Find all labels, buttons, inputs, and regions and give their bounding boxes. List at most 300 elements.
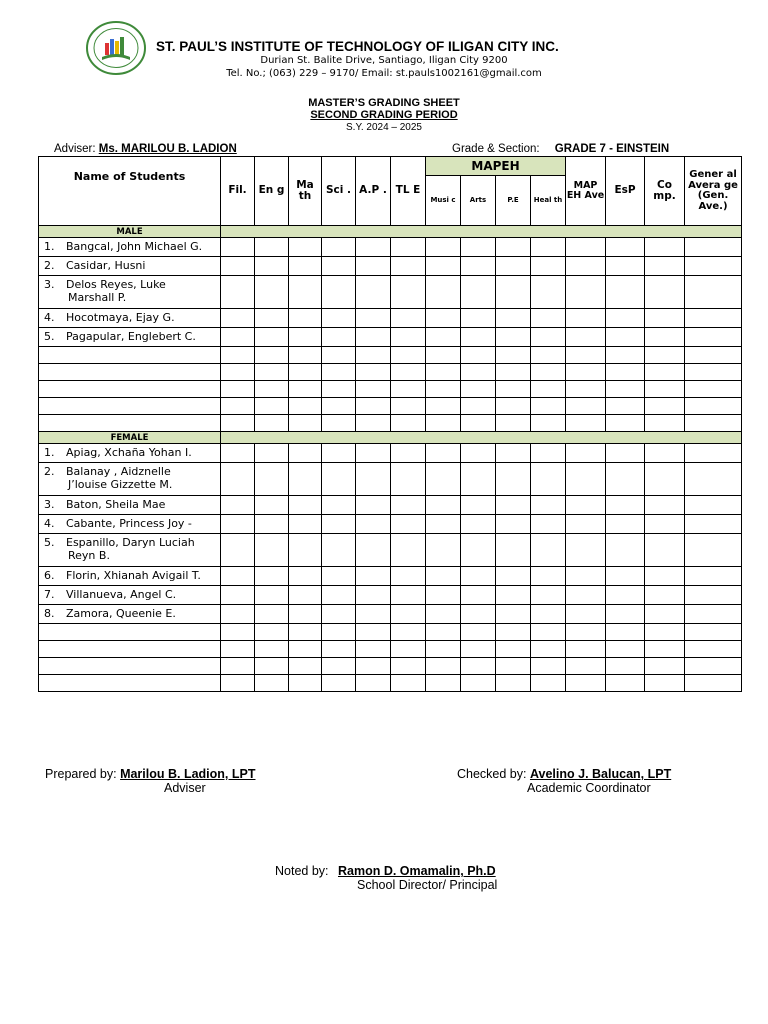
grade-cell[interactable] <box>356 398 391 415</box>
grade-cell[interactable] <box>255 658 289 675</box>
grade-cell[interactable] <box>356 641 391 658</box>
grade-cell[interactable] <box>461 444 496 463</box>
grade-cell[interactable] <box>391 515 426 534</box>
grade-cell[interactable] <box>356 309 391 328</box>
grade-cell[interactable] <box>566 257 606 276</box>
grade-cell[interactable] <box>685 534 742 567</box>
grade-cell[interactable] <box>606 605 645 624</box>
grade-cell[interactable] <box>356 605 391 624</box>
grade-cell[interactable] <box>461 567 496 586</box>
grade-cell[interactable] <box>496 398 531 415</box>
grade-cell[interactable] <box>426 381 461 398</box>
grade-cell[interactable] <box>461 463 496 496</box>
grade-cell[interactable] <box>255 309 289 328</box>
grade-cell[interactable] <box>356 238 391 257</box>
grade-cell[interactable] <box>356 381 391 398</box>
grade-cell[interactable] <box>426 567 461 586</box>
grade-cell[interactable] <box>255 496 289 515</box>
grade-cell[interactable] <box>531 534 566 567</box>
grade-cell[interactable] <box>685 364 742 381</box>
grade-cell[interactable] <box>496 515 531 534</box>
grade-cell[interactable] <box>356 658 391 675</box>
grade-cell[interactable] <box>391 398 426 415</box>
grade-cell[interactable] <box>221 675 255 692</box>
grade-cell[interactable] <box>221 276 255 309</box>
grade-cell[interactable] <box>645 586 685 605</box>
grade-cell[interactable] <box>461 257 496 276</box>
grade-cell[interactable] <box>322 567 356 586</box>
grade-cell[interactable] <box>461 415 496 432</box>
grade-cell[interactable] <box>566 605 606 624</box>
grade-cell[interactable] <box>356 415 391 432</box>
grade-cell[interactable] <box>289 605 322 624</box>
grade-cell[interactable] <box>461 534 496 567</box>
grade-cell[interactable] <box>566 641 606 658</box>
grade-cell[interactable] <box>566 624 606 641</box>
grade-cell[interactable] <box>221 605 255 624</box>
grade-cell[interactable] <box>461 496 496 515</box>
grade-cell[interactable] <box>645 381 685 398</box>
grade-cell[interactable] <box>606 534 645 567</box>
grade-cell[interactable] <box>606 624 645 641</box>
grade-cell[interactable] <box>496 276 531 309</box>
grade-cell[interactable] <box>356 328 391 347</box>
grade-cell[interactable] <box>606 496 645 515</box>
grade-cell[interactable] <box>531 415 566 432</box>
grade-cell[interactable] <box>356 534 391 567</box>
grade-cell[interactable] <box>531 347 566 364</box>
grade-cell[interactable] <box>496 675 531 692</box>
grade-cell[interactable] <box>255 534 289 567</box>
grade-cell[interactable] <box>685 328 742 347</box>
grade-cell[interactable] <box>356 515 391 534</box>
grade-cell[interactable] <box>531 444 566 463</box>
grade-cell[interactable] <box>426 328 461 347</box>
grade-cell[interactable] <box>289 238 322 257</box>
grade-cell[interactable] <box>606 364 645 381</box>
grade-cell[interactable] <box>391 257 426 276</box>
grade-cell[interactable] <box>391 463 426 496</box>
grade-cell[interactable] <box>496 364 531 381</box>
grade-cell[interactable] <box>606 276 645 309</box>
grade-cell[interactable] <box>255 328 289 347</box>
grade-cell[interactable] <box>645 257 685 276</box>
grade-cell[interactable] <box>426 658 461 675</box>
grade-cell[interactable] <box>255 415 289 432</box>
grade-cell[interactable] <box>221 463 255 496</box>
grade-cell[interactable] <box>322 463 356 496</box>
grade-cell[interactable] <box>426 624 461 641</box>
grade-cell[interactable] <box>426 398 461 415</box>
grade-cell[interactable] <box>685 515 742 534</box>
grade-cell[interactable] <box>645 515 685 534</box>
grade-cell[interactable] <box>322 658 356 675</box>
grade-cell[interactable] <box>685 347 742 364</box>
grade-cell[interactable] <box>566 276 606 309</box>
grade-cell[interactable] <box>461 605 496 624</box>
grade-cell[interactable] <box>289 624 322 641</box>
grade-cell[interactable] <box>685 309 742 328</box>
grade-cell[interactable] <box>322 641 356 658</box>
grade-cell[interactable] <box>322 347 356 364</box>
grade-cell[interactable] <box>255 641 289 658</box>
grade-cell[interactable] <box>566 398 606 415</box>
grade-cell[interactable] <box>289 347 322 364</box>
grade-cell[interactable] <box>255 515 289 534</box>
grade-cell[interactable] <box>496 309 531 328</box>
student-name-cell[interactable] <box>39 415 221 432</box>
grade-cell[interactable] <box>221 398 255 415</box>
student-name-cell[interactable] <box>39 347 221 364</box>
grade-cell[interactable] <box>221 567 255 586</box>
grade-cell[interactable] <box>461 328 496 347</box>
grade-cell[interactable] <box>606 658 645 675</box>
grade-cell[interactable] <box>221 658 255 675</box>
grade-cell[interactable] <box>531 398 566 415</box>
grade-cell[interactable] <box>289 463 322 496</box>
grade-cell[interactable] <box>645 675 685 692</box>
grade-cell[interactable] <box>289 658 322 675</box>
grade-cell[interactable] <box>221 641 255 658</box>
grade-cell[interactable] <box>496 328 531 347</box>
grade-cell[interactable] <box>606 463 645 496</box>
grade-cell[interactable] <box>496 605 531 624</box>
grade-cell[interactable] <box>645 624 685 641</box>
grade-cell[interactable] <box>531 381 566 398</box>
grade-cell[interactable] <box>289 515 322 534</box>
grade-cell[interactable] <box>255 364 289 381</box>
grade-cell[interactable] <box>685 463 742 496</box>
grade-cell[interactable] <box>322 415 356 432</box>
grade-cell[interactable] <box>461 641 496 658</box>
grade-cell[interactable] <box>461 624 496 641</box>
grade-cell[interactable] <box>322 364 356 381</box>
grade-cell[interactable] <box>645 534 685 567</box>
grade-cell[interactable] <box>566 238 606 257</box>
grade-cell[interactable] <box>426 641 461 658</box>
grade-cell[interactable] <box>496 463 531 496</box>
grade-cell[interactable] <box>356 567 391 586</box>
grade-cell[interactable] <box>356 496 391 515</box>
grade-cell[interactable] <box>391 276 426 309</box>
grade-cell[interactable] <box>496 238 531 257</box>
grade-cell[interactable] <box>531 567 566 586</box>
grade-cell[interactable] <box>289 276 322 309</box>
grade-cell[interactable] <box>255 381 289 398</box>
grade-cell[interactable] <box>496 586 531 605</box>
grade-cell[interactable] <box>322 328 356 347</box>
grade-cell[interactable] <box>531 364 566 381</box>
grade-cell[interactable] <box>426 444 461 463</box>
grade-cell[interactable] <box>289 364 322 381</box>
grade-cell[interactable] <box>426 364 461 381</box>
student-name-cell[interactable] <box>39 675 221 692</box>
grade-cell[interactable] <box>566 658 606 675</box>
grade-cell[interactable] <box>566 515 606 534</box>
grade-cell[interactable] <box>531 328 566 347</box>
grade-cell[interactable] <box>391 658 426 675</box>
grade-cell[interactable] <box>426 415 461 432</box>
grade-cell[interactable] <box>566 567 606 586</box>
grade-cell[interactable] <box>645 605 685 624</box>
grade-cell[interactable] <box>356 624 391 641</box>
grade-cell[interactable] <box>531 238 566 257</box>
grade-cell[interactable] <box>289 328 322 347</box>
grade-cell[interactable] <box>461 347 496 364</box>
grade-cell[interactable] <box>685 641 742 658</box>
grade-cell[interactable] <box>606 309 645 328</box>
grade-cell[interactable] <box>221 364 255 381</box>
grade-cell[interactable] <box>606 675 645 692</box>
grade-cell[interactable] <box>645 641 685 658</box>
grade-cell[interactable] <box>426 276 461 309</box>
grade-cell[interactable] <box>221 347 255 364</box>
grade-cell[interactable] <box>391 347 426 364</box>
grade-cell[interactable] <box>391 415 426 432</box>
grade-cell[interactable] <box>289 586 322 605</box>
grade-cell[interactable] <box>531 309 566 328</box>
grade-cell[interactable] <box>645 364 685 381</box>
grade-cell[interactable] <box>566 381 606 398</box>
student-name-cell[interactable] <box>39 641 221 658</box>
grade-cell[interactable] <box>566 675 606 692</box>
grade-cell[interactable] <box>461 364 496 381</box>
grade-cell[interactable] <box>531 605 566 624</box>
grade-cell[interactable] <box>221 624 255 641</box>
grade-cell[interactable] <box>645 276 685 309</box>
grade-cell[interactable] <box>496 496 531 515</box>
grade-cell[interactable] <box>221 515 255 534</box>
grade-cell[interactable] <box>221 238 255 257</box>
grade-cell[interactable] <box>426 534 461 567</box>
grade-cell[interactable] <box>322 238 356 257</box>
grade-cell[interactable] <box>685 624 742 641</box>
grade-cell[interactable] <box>426 309 461 328</box>
grade-cell[interactable] <box>356 364 391 381</box>
grade-cell[interactable] <box>685 398 742 415</box>
grade-cell[interactable] <box>496 641 531 658</box>
grade-cell[interactable] <box>645 347 685 364</box>
grade-cell[interactable] <box>461 658 496 675</box>
grade-cell[interactable] <box>356 276 391 309</box>
grade-cell[interactable] <box>606 381 645 398</box>
grade-cell[interactable] <box>685 238 742 257</box>
grade-cell[interactable] <box>426 257 461 276</box>
grade-cell[interactable] <box>221 381 255 398</box>
grade-cell[interactable] <box>496 415 531 432</box>
student-name-cell[interactable] <box>39 624 221 641</box>
grade-cell[interactable] <box>391 444 426 463</box>
grade-cell[interactable] <box>461 276 496 309</box>
grade-cell[interactable] <box>356 347 391 364</box>
grade-cell[interactable] <box>255 276 289 309</box>
grade-cell[interactable] <box>645 309 685 328</box>
grade-cell[interactable] <box>531 586 566 605</box>
grade-cell[interactable] <box>322 309 356 328</box>
grade-cell[interactable] <box>566 415 606 432</box>
grade-cell[interactable] <box>531 463 566 496</box>
grade-cell[interactable] <box>322 496 356 515</box>
grade-cell[interactable] <box>496 567 531 586</box>
grade-cell[interactable] <box>221 444 255 463</box>
grade-cell[interactable] <box>255 624 289 641</box>
grade-cell[interactable] <box>606 238 645 257</box>
grade-cell[interactable] <box>645 238 685 257</box>
grade-cell[interactable] <box>496 347 531 364</box>
grade-cell[interactable] <box>426 675 461 692</box>
grade-cell[interactable] <box>685 444 742 463</box>
grade-cell[interactable] <box>356 586 391 605</box>
grade-cell[interactable] <box>289 381 322 398</box>
grade-cell[interactable] <box>221 586 255 605</box>
grade-cell[interactable] <box>426 496 461 515</box>
grade-cell[interactable] <box>566 309 606 328</box>
grade-cell[interactable] <box>685 658 742 675</box>
grade-cell[interactable] <box>645 496 685 515</box>
grade-cell[interactable] <box>322 515 356 534</box>
grade-cell[interactable] <box>461 381 496 398</box>
grade-cell[interactable] <box>255 675 289 692</box>
grade-cell[interactable] <box>289 309 322 328</box>
grade-cell[interactable] <box>566 496 606 515</box>
grade-cell[interactable] <box>566 328 606 347</box>
grade-cell[interactable] <box>391 641 426 658</box>
grade-cell[interactable] <box>496 257 531 276</box>
student-name-cell[interactable] <box>39 658 221 675</box>
grade-cell[interactable] <box>289 496 322 515</box>
grade-cell[interactable] <box>566 586 606 605</box>
grade-cell[interactable] <box>255 567 289 586</box>
grade-cell[interactable] <box>531 276 566 309</box>
grade-cell[interactable] <box>391 309 426 328</box>
grade-cell[interactable] <box>289 675 322 692</box>
grade-cell[interactable] <box>606 515 645 534</box>
grade-cell[interactable] <box>531 257 566 276</box>
student-name-cell[interactable] <box>39 381 221 398</box>
grade-cell[interactable] <box>426 463 461 496</box>
grade-cell[interactable] <box>606 444 645 463</box>
grade-cell[interactable] <box>289 641 322 658</box>
grade-cell[interactable] <box>322 398 356 415</box>
grade-cell[interactable] <box>566 364 606 381</box>
grade-cell[interactable] <box>426 605 461 624</box>
grade-cell[interactable] <box>531 515 566 534</box>
grade-cell[interactable] <box>461 309 496 328</box>
grade-cell[interactable] <box>606 347 645 364</box>
grade-cell[interactable] <box>645 398 685 415</box>
grade-cell[interactable] <box>531 641 566 658</box>
grade-cell[interactable] <box>391 675 426 692</box>
grade-cell[interactable] <box>255 605 289 624</box>
grade-cell[interactable] <box>255 586 289 605</box>
grade-cell[interactable] <box>645 658 685 675</box>
grade-cell[interactable] <box>461 586 496 605</box>
grade-cell[interactable] <box>391 567 426 586</box>
grade-cell[interactable] <box>391 624 426 641</box>
grade-cell[interactable] <box>322 381 356 398</box>
grade-cell[interactable] <box>685 381 742 398</box>
grade-cell[interactable] <box>322 624 356 641</box>
grade-cell[interactable] <box>391 586 426 605</box>
grade-cell[interactable] <box>685 415 742 432</box>
grade-cell[interactable] <box>685 675 742 692</box>
grade-cell[interactable] <box>391 328 426 347</box>
grade-cell[interactable] <box>566 534 606 567</box>
grade-cell[interactable] <box>289 444 322 463</box>
grade-cell[interactable] <box>645 415 685 432</box>
grade-cell[interactable] <box>531 658 566 675</box>
grade-cell[interactable] <box>645 444 685 463</box>
grade-cell[interactable] <box>289 567 322 586</box>
grade-cell[interactable] <box>391 605 426 624</box>
grade-cell[interactable] <box>322 276 356 309</box>
grade-cell[interactable] <box>566 444 606 463</box>
grade-cell[interactable] <box>391 534 426 567</box>
grade-cell[interactable] <box>322 605 356 624</box>
student-name-cell[interactable] <box>39 398 221 415</box>
grade-cell[interactable] <box>426 515 461 534</box>
grade-cell[interactable] <box>606 398 645 415</box>
grade-cell[interactable] <box>356 463 391 496</box>
grade-cell[interactable] <box>221 415 255 432</box>
grade-cell[interactable] <box>289 257 322 276</box>
grade-cell[interactable] <box>606 641 645 658</box>
grade-cell[interactable] <box>391 364 426 381</box>
grade-cell[interactable] <box>496 381 531 398</box>
grade-cell[interactable] <box>685 605 742 624</box>
grade-cell[interactable] <box>496 624 531 641</box>
grade-cell[interactable] <box>645 328 685 347</box>
grade-cell[interactable] <box>606 415 645 432</box>
grade-cell[interactable] <box>496 534 531 567</box>
grade-cell[interactable] <box>461 515 496 534</box>
grade-cell[interactable] <box>391 381 426 398</box>
grade-cell[interactable] <box>531 496 566 515</box>
grade-cell[interactable] <box>685 496 742 515</box>
grade-cell[interactable] <box>322 534 356 567</box>
grade-cell[interactable] <box>391 238 426 257</box>
grade-cell[interactable] <box>322 586 356 605</box>
grade-cell[interactable] <box>289 415 322 432</box>
grade-cell[interactable] <box>685 257 742 276</box>
grade-cell[interactable] <box>531 624 566 641</box>
grade-cell[interactable] <box>221 534 255 567</box>
grade-cell[interactable] <box>426 238 461 257</box>
grade-cell[interactable] <box>426 347 461 364</box>
grade-cell[interactable] <box>255 257 289 276</box>
grade-cell[interactable] <box>606 328 645 347</box>
grade-cell[interactable] <box>255 444 289 463</box>
grade-cell[interactable] <box>221 496 255 515</box>
grade-cell[interactable] <box>496 444 531 463</box>
grade-cell[interactable] <box>356 257 391 276</box>
grade-cell[interactable] <box>461 238 496 257</box>
grade-cell[interactable] <box>322 444 356 463</box>
grade-cell[interactable] <box>606 257 645 276</box>
grade-cell[interactable] <box>221 309 255 328</box>
grade-cell[interactable] <box>322 257 356 276</box>
grade-cell[interactable] <box>289 398 322 415</box>
grade-cell[interactable] <box>566 347 606 364</box>
grade-cell[interactable] <box>426 586 461 605</box>
grade-cell[interactable] <box>356 444 391 463</box>
grade-cell[interactable] <box>685 276 742 309</box>
grade-cell[interactable] <box>461 675 496 692</box>
grade-cell[interactable] <box>566 463 606 496</box>
grade-cell[interactable] <box>221 257 255 276</box>
student-name-cell[interactable] <box>39 364 221 381</box>
grade-cell[interactable] <box>255 463 289 496</box>
